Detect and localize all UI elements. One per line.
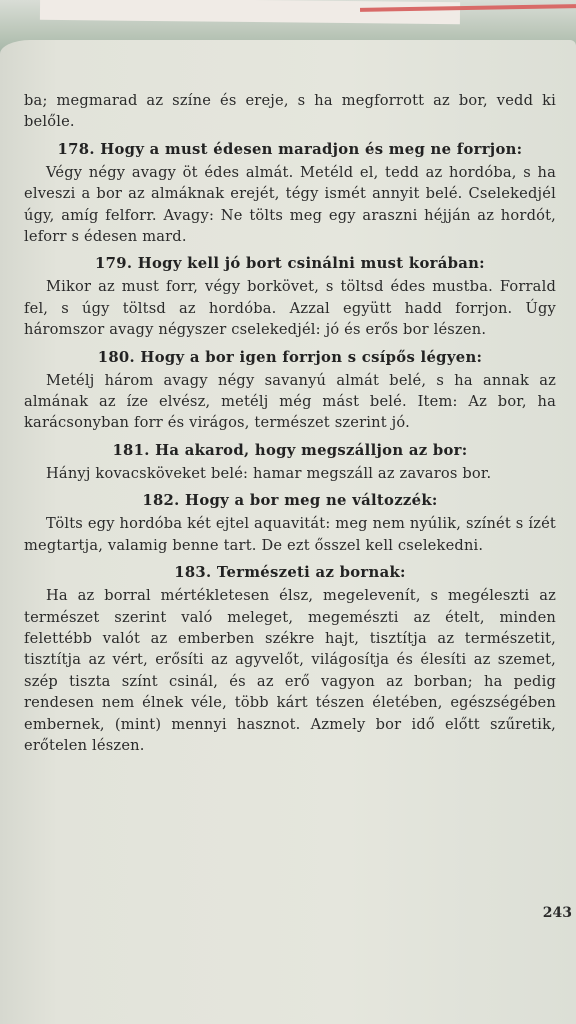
heading-182: 182. Hogy a bor meg ne változzék: (142, 492, 438, 510)
page-number: 243 (542, 905, 572, 921)
heading-178: 178. Hogy a must édesen maradjon és meg ne forrjon: (57, 140, 523, 158)
heading-181: 181. Ha akarod, hogy megszálljon az bor: (112, 441, 468, 459)
opening-paragraph: ba; megmarad az színe és ereje, s ha megforrott az bor, vedd ki belőle. (24, 92, 556, 131)
paragraph-183: Ha az borral mértékletesen élsz, megelevenít, s megéleszti az természet szerint való meleget, megemészti az ételt, minden felettébb valót az emberben székre hajt, tisztítja az természetit, tisztítja az vért, erősíti az agyvelőt, világosítja és élesíti az szemet, szép tiszta színt csinál, és az erő vagyon az borban; ha pedig rendesen nem élnek véle, több kárt tészen életében, egészségében embernek, (mint) mennyi hasznot. Azmely bor idő előtt szűretik, erőtelen lészen. (24, 587, 556, 754)
heading-179: 179. Hogy kell jó bort csinálni must korában: (95, 255, 485, 273)
paragraph-182: Tölts egy hordóba két ejtel aquavitát: meg nem nyúlik, színét s ízét megtartja, valamig benne tart. De ezt ősszel kell cselekedni. (24, 515, 556, 554)
paragraph-181: Hányj kovacsköveket belé: hamar megszáll az zavaros bor. (46, 464, 492, 482)
heading-183: 183. Természeti az bornak: (174, 564, 406, 582)
heading-180: 180. Hogy a bor igen forrjon s csípős légyen: (97, 348, 483, 366)
paragraph-179: Mikor az must forr, végy borkövet, s töltsd édes mustba. Forrald fel, s úgy töltsd az hordóba. Azzal együtt hadd forrjon. Úgy háromszor avagy négyszer cselekedjél: jó és erős bor lészen. (24, 278, 556, 339)
paragraph-178: Végy négy avagy öt édes almát. Metéld el, tedd az hordóba, s ha elveszi a bor az almáknak erejét, tégy ismét annyit belé. Cselekedjél úgy, amíg felforr. Avagy: Ne tölts meg egy araszni héjján az hordót, leforr s édesen mard. (24, 163, 556, 246)
paragraph-180: Metélj három avagy négy savanyú almát belé, s ha annak az almának az íze elvész, metélj még mást belé. Item: Az bor, ha karácsonyban forr és virágos, természet szerint jó. (24, 371, 556, 432)
page-content (24, 90, 556, 756)
